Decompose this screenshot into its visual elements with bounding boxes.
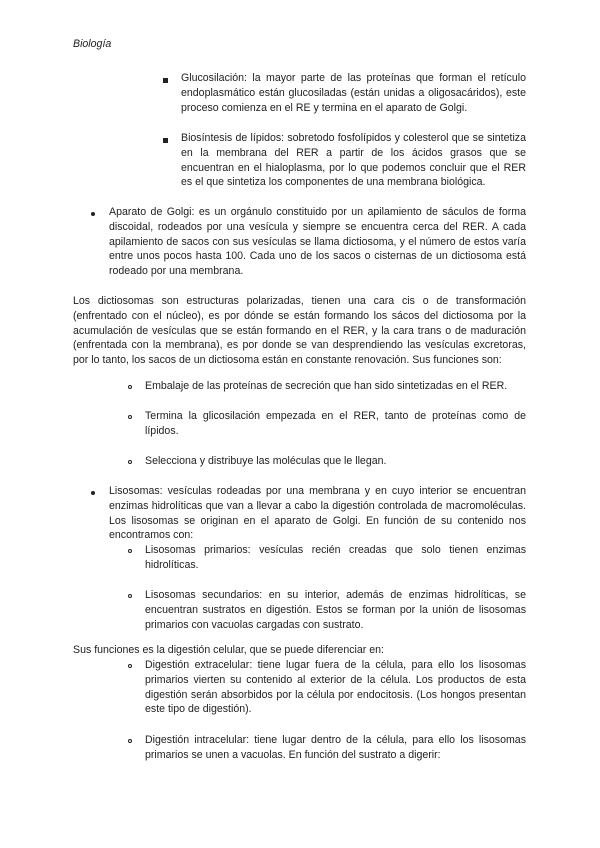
circle-bullet-icon [128,415,132,419]
list-item-golgi: Aparato de Golgi: es un orgánulo constituido por un apilamiento de sáculos de forma discoidal, rodeados por una vesícula y siempre se encuentra cerca del RER. A cada apilamiento de sacos con sus vesículas se llama dictiosoma, y el número de estos varía entre unos pocos hasta 100. Cada uno de los sacos o cisternas de un dictiosoma está rodeado por una membrana. [109,206,526,278]
circle-bullet-icon [128,739,132,743]
circle-bullet-icon [128,549,132,553]
disc-bullet-icon [91,491,95,495]
circle-bullet-icon [128,664,132,668]
list-item-glucosilacion: Glucosilación: la mayor parte de las proteínas que forman el retículo endoplasmático están glucosiladas (están unidas a oligosacáridos), este proceso comienza en el RE y termina en el aparato de Golgi. [181,72,526,114]
list-item-selecciona: Selecciona y distribuye las moléculas que le llegan. [145,455,387,467]
list-item-lisosomas-primarios: Lisosomas primarios: vesículas recién creadas que solo tienen enzimas hidrolíticas. [145,544,526,571]
list-item-lisosomas-secundarios: Lisosomas secundarios: en su interior, además de enzimas hidrolíticas, se encuentran sustratos en digestión. Estos se forman por la unión de lisosomas primarios con vacuolas cargadas con sustrato. [145,589,526,631]
list-item-digestion-extracelular: Digestión extracelular: tiene lugar fuera de la célula, para ello los lisosomas primarios vierten su contenido al exterior de la célula. Los productos de esta digestión serán absorbidos por la célula por endocitosis. (Los hongos presentan este tipo de digestión). [145,659,526,716]
paragraph-funciones: Sus funciones es la digestión celular, que se puede diferenciar en: [73,644,384,656]
square-bullet-icon [163,78,168,83]
list-item-glicosilacion: Termina la glicosilación empezada en el RER, tanto de proteínas como de lípidos. [145,410,526,437]
paragraph-dictiosomas: Los dictiosomas son estructuras polarizadas, tienen una cara cis o de transformación (enfrentado con el núcleo), es por dónde se están formando los sácos del dictiosoma por la acumulación de vesículas que se están formando en el RER, y la cara trans o de maduración (enfrentada con la membrana), es por donde se van desprendiendo las vesículas excretoras, por lo tanto, los sacos de un dictiosoma están en constante renovación. Sus funciones son: [73,295,526,367]
list-item-embalaje: Embalaje de las proteínas de secreción que han sido sintetizadas en el RER. [145,380,508,392]
list-item-digestion-intracelular: Digestión intracelular: tiene lugar dentro de la célula, para ello los lisosomas primarios se unen a vacuolas. En función del sustrato a digerir: [145,734,526,761]
page-header: Biología [73,38,112,50]
circle-bullet-icon [128,594,132,598]
square-bullet-icon [163,138,168,143]
list-item-lisosomas: Lisosomas: vesículas rodeadas por una membrana y en cuyo interior se encuentran enzimas hidrolíticas que van a llevar a cabo la digestión controlada de macromoléculas. Los lisosomas se originan en el aparato de Golgi. En función de su contenido nos encontramos con: [109,485,526,542]
disc-bullet-icon [91,212,95,216]
circle-bullet-icon [128,385,132,389]
circle-bullet-icon [128,460,132,464]
list-item-biosintesis: Biosíntesis de lípidos: sobretodo fosfolípidos y colesterol que se sintetiza en la membrana del RER a partir de los ácidos grasos que se encuentran en el hialoplasma, por lo que podemos concluir que el RER es el que sintetiza los componentes de una membrana biológica. [181,132,526,189]
